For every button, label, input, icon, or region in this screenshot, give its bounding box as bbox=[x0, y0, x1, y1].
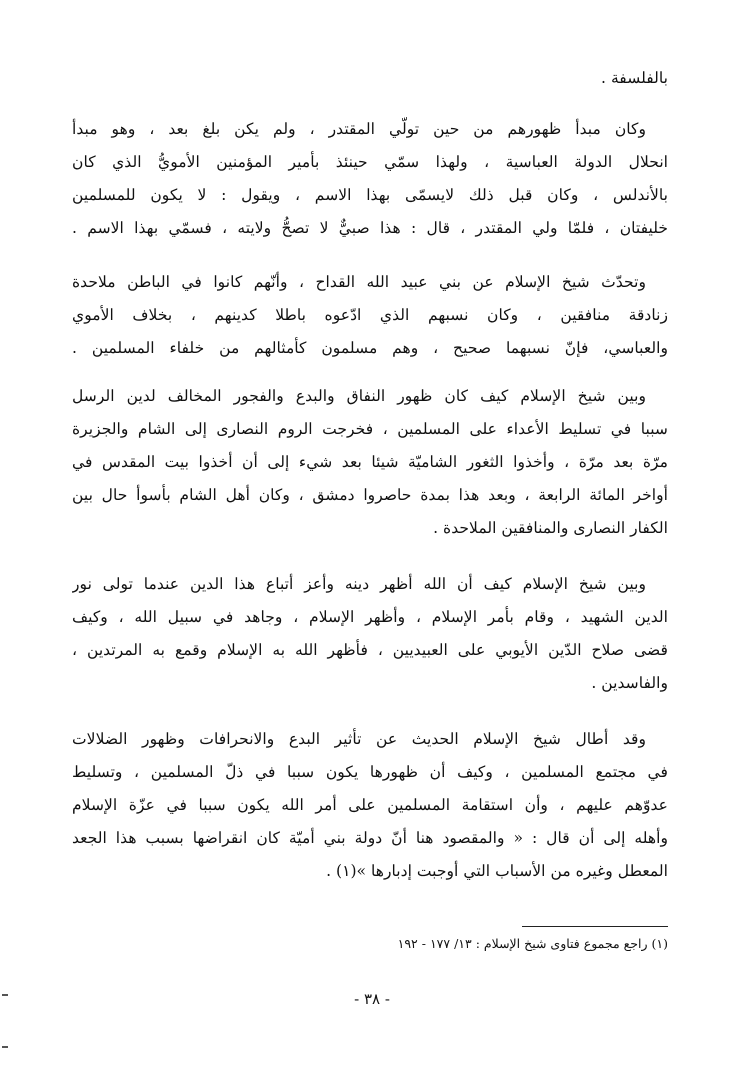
footnote: (١) راجع مجموع فتاوى شيخ الإسلام : ١٣/ ١٧٧ - ١٩٢ bbox=[397, 936, 668, 951]
text-line: سببا في تسليط الأعداء على المسلمين ، فخرجت الروم النصارى إلى الشام والجزيرة bbox=[72, 420, 668, 438]
text-line: الكفار النصارى والمنافقين الملاحدة . bbox=[433, 519, 668, 537]
paragraph-2 bbox=[72, 266, 668, 365]
text-line: زنادقة منافقين ، وكان نسبهم الذي ادّعوه باطلا كدينهم ، بخلاف الأموي bbox=[72, 306, 668, 324]
text-line: وبين شيخ الإسلام كيف أن الله أظهر دينه وأعز أتباع هذا الدين عندما تولى نور bbox=[72, 575, 646, 593]
text-line: وقد أطال شيخ الإسلام الحديث عن تأثير البدع والانحرافات وظهور الضلالات bbox=[72, 730, 646, 748]
paragraph-3 bbox=[72, 380, 668, 545]
text-line: وأهله إلى أن قال : « والمقصود هنا أنّ دولة بني أميّة كان انقراضها بسبب هذا الجعد bbox=[72, 829, 668, 847]
text-line: انحلال الدولة العباسية ، ولهذا سمّي حينئذ بأمير المؤمنين الأمويُّ الذي كان bbox=[72, 153, 668, 171]
top-line bbox=[72, 62, 668, 95]
text-line: مرّة بعد مرّة ، وأخذوا الثغور الشاميّة شيئا بعد شيء إلى أن أخذوا بيت المقدس في bbox=[72, 453, 668, 471]
text-line: خليفتان ، فلمّا ولي المقتدر ، قال : هذا صبيٌّ لا تصحُّ ولايته ، فسمّي بهذا الاسم . bbox=[72, 219, 668, 237]
text-line: قضى صلاح الدّين الأيوبي على العبيديين ، فأظهر الله به الإسلام وقمع به المرتدين ، bbox=[72, 641, 668, 659]
text-line: بالأندلس ، وكان قبل ذلك لايسمّى بهذا الاسم ، ويقول : لا يكون للمسلمين bbox=[72, 186, 668, 204]
text-line: وكان مبدأ ظهورهم من حين تولّي المقتدر ، ولم يكن بلغ بعد ، وهو مبدأ bbox=[72, 120, 646, 138]
text-line: أواخر المائة الرابعة ، وبعد هذا بمدة حاصروا دمشق ، وكان أهل الشام بأسوأ حال بين bbox=[72, 486, 668, 504]
text-line: عدوّهم عليهم ، وأن استقامة المسلمين على أمر الله يكون سببا في عزّة الإسلام bbox=[72, 796, 668, 814]
text-line: والعباسي، فإنّ نسبهما صحيح ، وهم مسلمون كأمثالهم من خلفاء المسلمين . bbox=[72, 339, 668, 357]
text-line: والفاسدين . bbox=[591, 674, 668, 692]
scan-mark bbox=[2, 994, 8, 996]
page-number: - ٣٨ - bbox=[354, 990, 390, 1008]
scan-mark bbox=[2, 1046, 8, 1048]
paragraph-5 bbox=[72, 723, 668, 888]
footnote-divider bbox=[522, 926, 668, 927]
text-line: وبين شيخ الإسلام كيف كان ظهور النفاق والبدع والفجور المخالف لدين الرسل bbox=[72, 387, 646, 405]
text-line: بالفلسفة . bbox=[601, 69, 668, 87]
text-line: في مجتمع المسلمين ، وكيف أن ظهورها يكون سببا في ذلّ المسلمين ، وتسليط bbox=[72, 763, 668, 781]
text-line: الدين الشهيد ، وقام بأمر الإسلام ، وأظهر الإسلام ، وجاهد في سبيل الله ، وكيف bbox=[72, 608, 668, 626]
text-line: وتحدّث شيخ الإسلام عن بني عبيد الله القداح ، وأنّهم كانوا في الباطن ملاحدة bbox=[72, 273, 646, 291]
paragraph-4 bbox=[72, 568, 668, 700]
text-line: المعطل وغيره من الأسباب التي أوجبت إدبارها »(١) . bbox=[326, 862, 668, 880]
paragraph-1 bbox=[72, 113, 668, 245]
